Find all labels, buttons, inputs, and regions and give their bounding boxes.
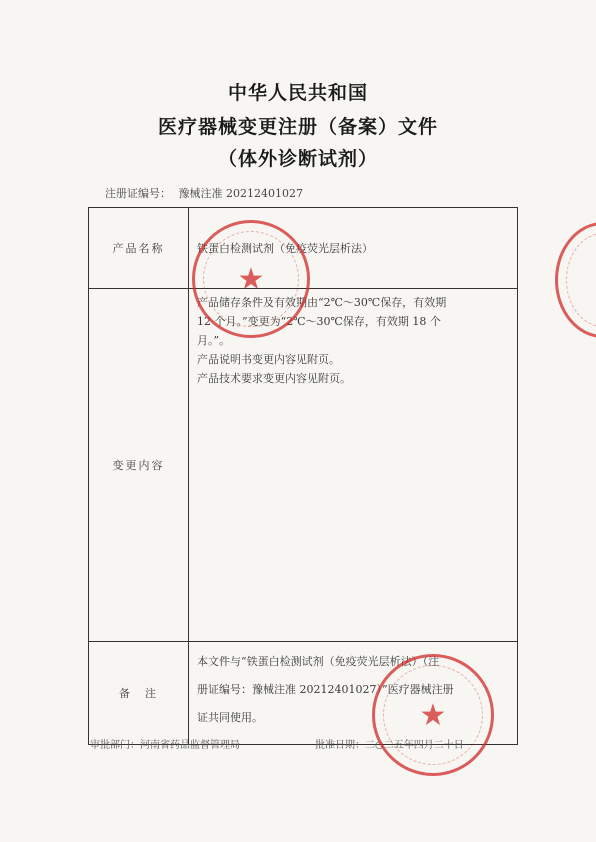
document-title-line2: 医疗器械变更注册（备案）文件: [157, 116, 438, 138]
change-content-label: 变更内容: [89, 289, 189, 642]
remark-line: 册证编号：豫械注准 20212401027）”医疗器械注册: [197, 683, 454, 696]
remark-line: 本文件与“铁蛋白检测试剂（免疫荧光层析法）（注: [197, 655, 440, 668]
approval-date: 批准日期：二○二五年四月二十日: [315, 740, 464, 751]
official-seal-stamp: [192, 220, 310, 338]
table-row-change: [89, 289, 518, 642]
remark-label: 备 注: [89, 642, 189, 745]
change-line: 产品说明书变更内容见附页。: [197, 353, 340, 366]
approval-department: 审批部门：河南省药品监督管理局: [90, 740, 240, 751]
change-line: 12 个月。”变更为“2℃～30℃保存，有效期 18 个: [197, 315, 441, 328]
registration-number: 豫械注准 20212401027: [178, 187, 303, 200]
official-seal-stamp: [372, 654, 494, 776]
change-line: 产品储存条件及有效期由“2℃～30℃保存，有效期: [197, 296, 447, 309]
change-line: 产品技术要求变更内容见附页。: [197, 372, 351, 385]
remark-line: 证共同使用。: [197, 711, 263, 724]
product-name-label: 产品名称: [89, 208, 189, 289]
change-content-value: [189, 289, 518, 642]
seam-seal-stamp: [555, 222, 596, 338]
registration-line: [105, 185, 307, 201]
product-name-value: 铁蛋白检测试剂（免疫荧光层析法）: [189, 208, 518, 289]
seal-star-icon: ★: [419, 697, 447, 733]
registration-label: 注册证编号：: [105, 187, 171, 200]
document-title-line3: （体外诊断试剂）: [217, 148, 378, 170]
change-line: 月。”。: [197, 334, 231, 347]
document-title-line1: 中华人民共和国: [227, 82, 368, 104]
seal-star-icon: ★: [237, 261, 265, 297]
